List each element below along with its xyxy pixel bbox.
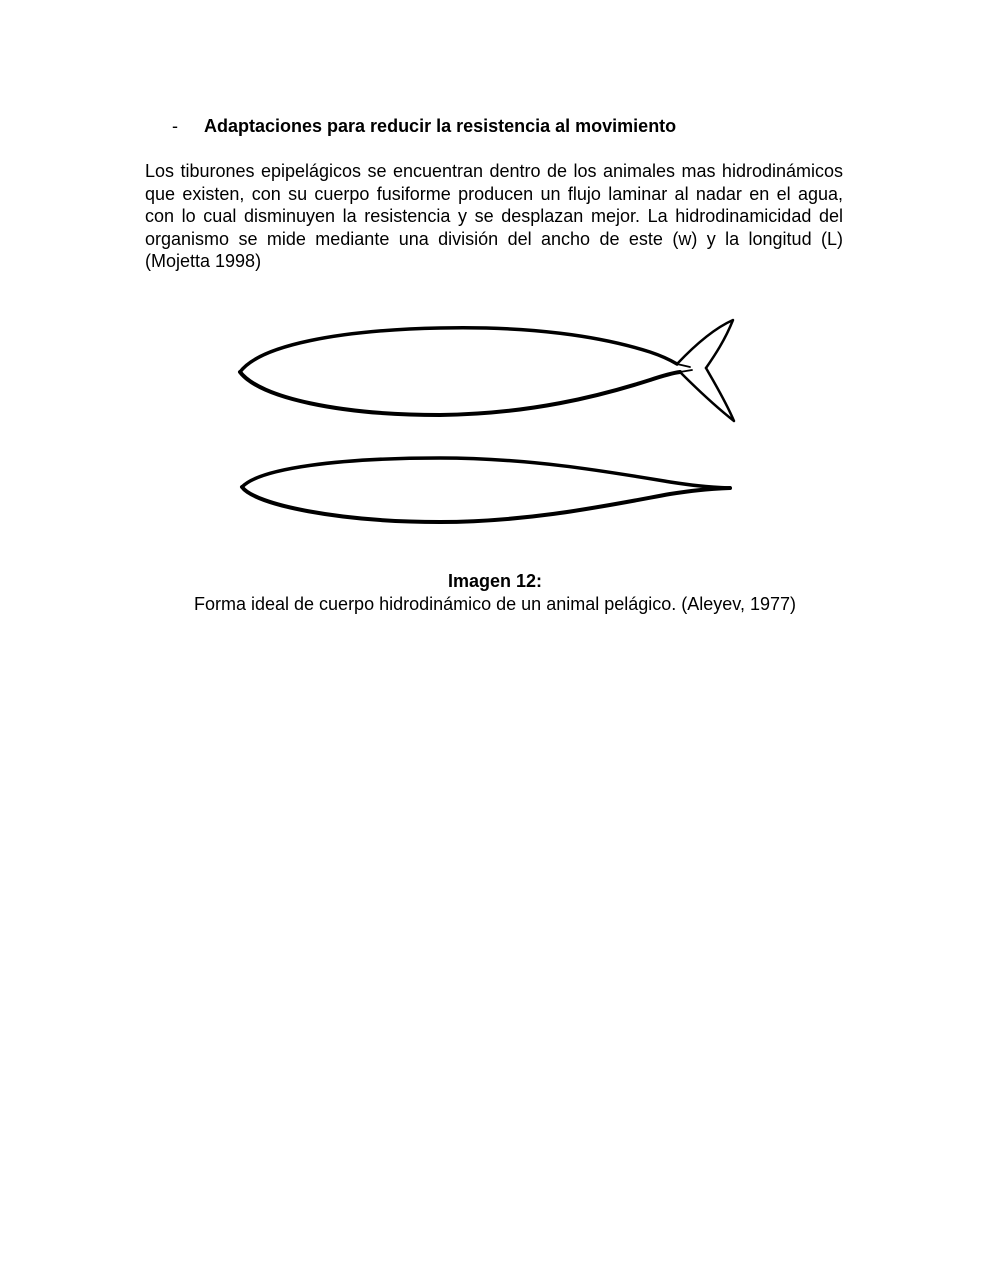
fish-illustration [150, 300, 840, 570]
fish-body-drawing [242, 458, 730, 522]
figure-fish-shapes [150, 300, 840, 570]
upper-fish-top-contour [240, 328, 677, 372]
bullet-marker: - [172, 116, 178, 136]
section-heading: Adaptaciones para reducir la resistencia al movimiento [204, 116, 677, 136]
figure-caption-text: Forma ideal de cuerpo hidrodinámico de un animal pelágico. (Aleyev, 1977) [193, 594, 796, 614]
lower-fish-top-contour [242, 458, 730, 488]
upper-fish-tail-top-lobe [677, 320, 733, 368]
lower-fish-bottom-contour [242, 487, 730, 522]
upper-fish-bottom-contour [240, 372, 680, 415]
section-heading-row [172, 116, 676, 137]
upper-fish-tail-bottom-lobe [680, 368, 734, 421]
figure-caption-title: Imagen 12: [447, 571, 543, 591]
fish-with-tail-drawing [240, 320, 734, 421]
body-paragraph: Los tiburones epipelágicos se encuentran dentro de los animales mas hidrodinámicos que existen, con su cuerpo fusiforme producen un flujo laminar al nadar en el agua, con lo cual disminuyen la resistencia y se desplazan mejor. La hidrodinamicidad del organismo se mide mediante una división del ancho de este (w) y la longitud (L) (Mojetta 1998) [145, 161, 843, 271]
